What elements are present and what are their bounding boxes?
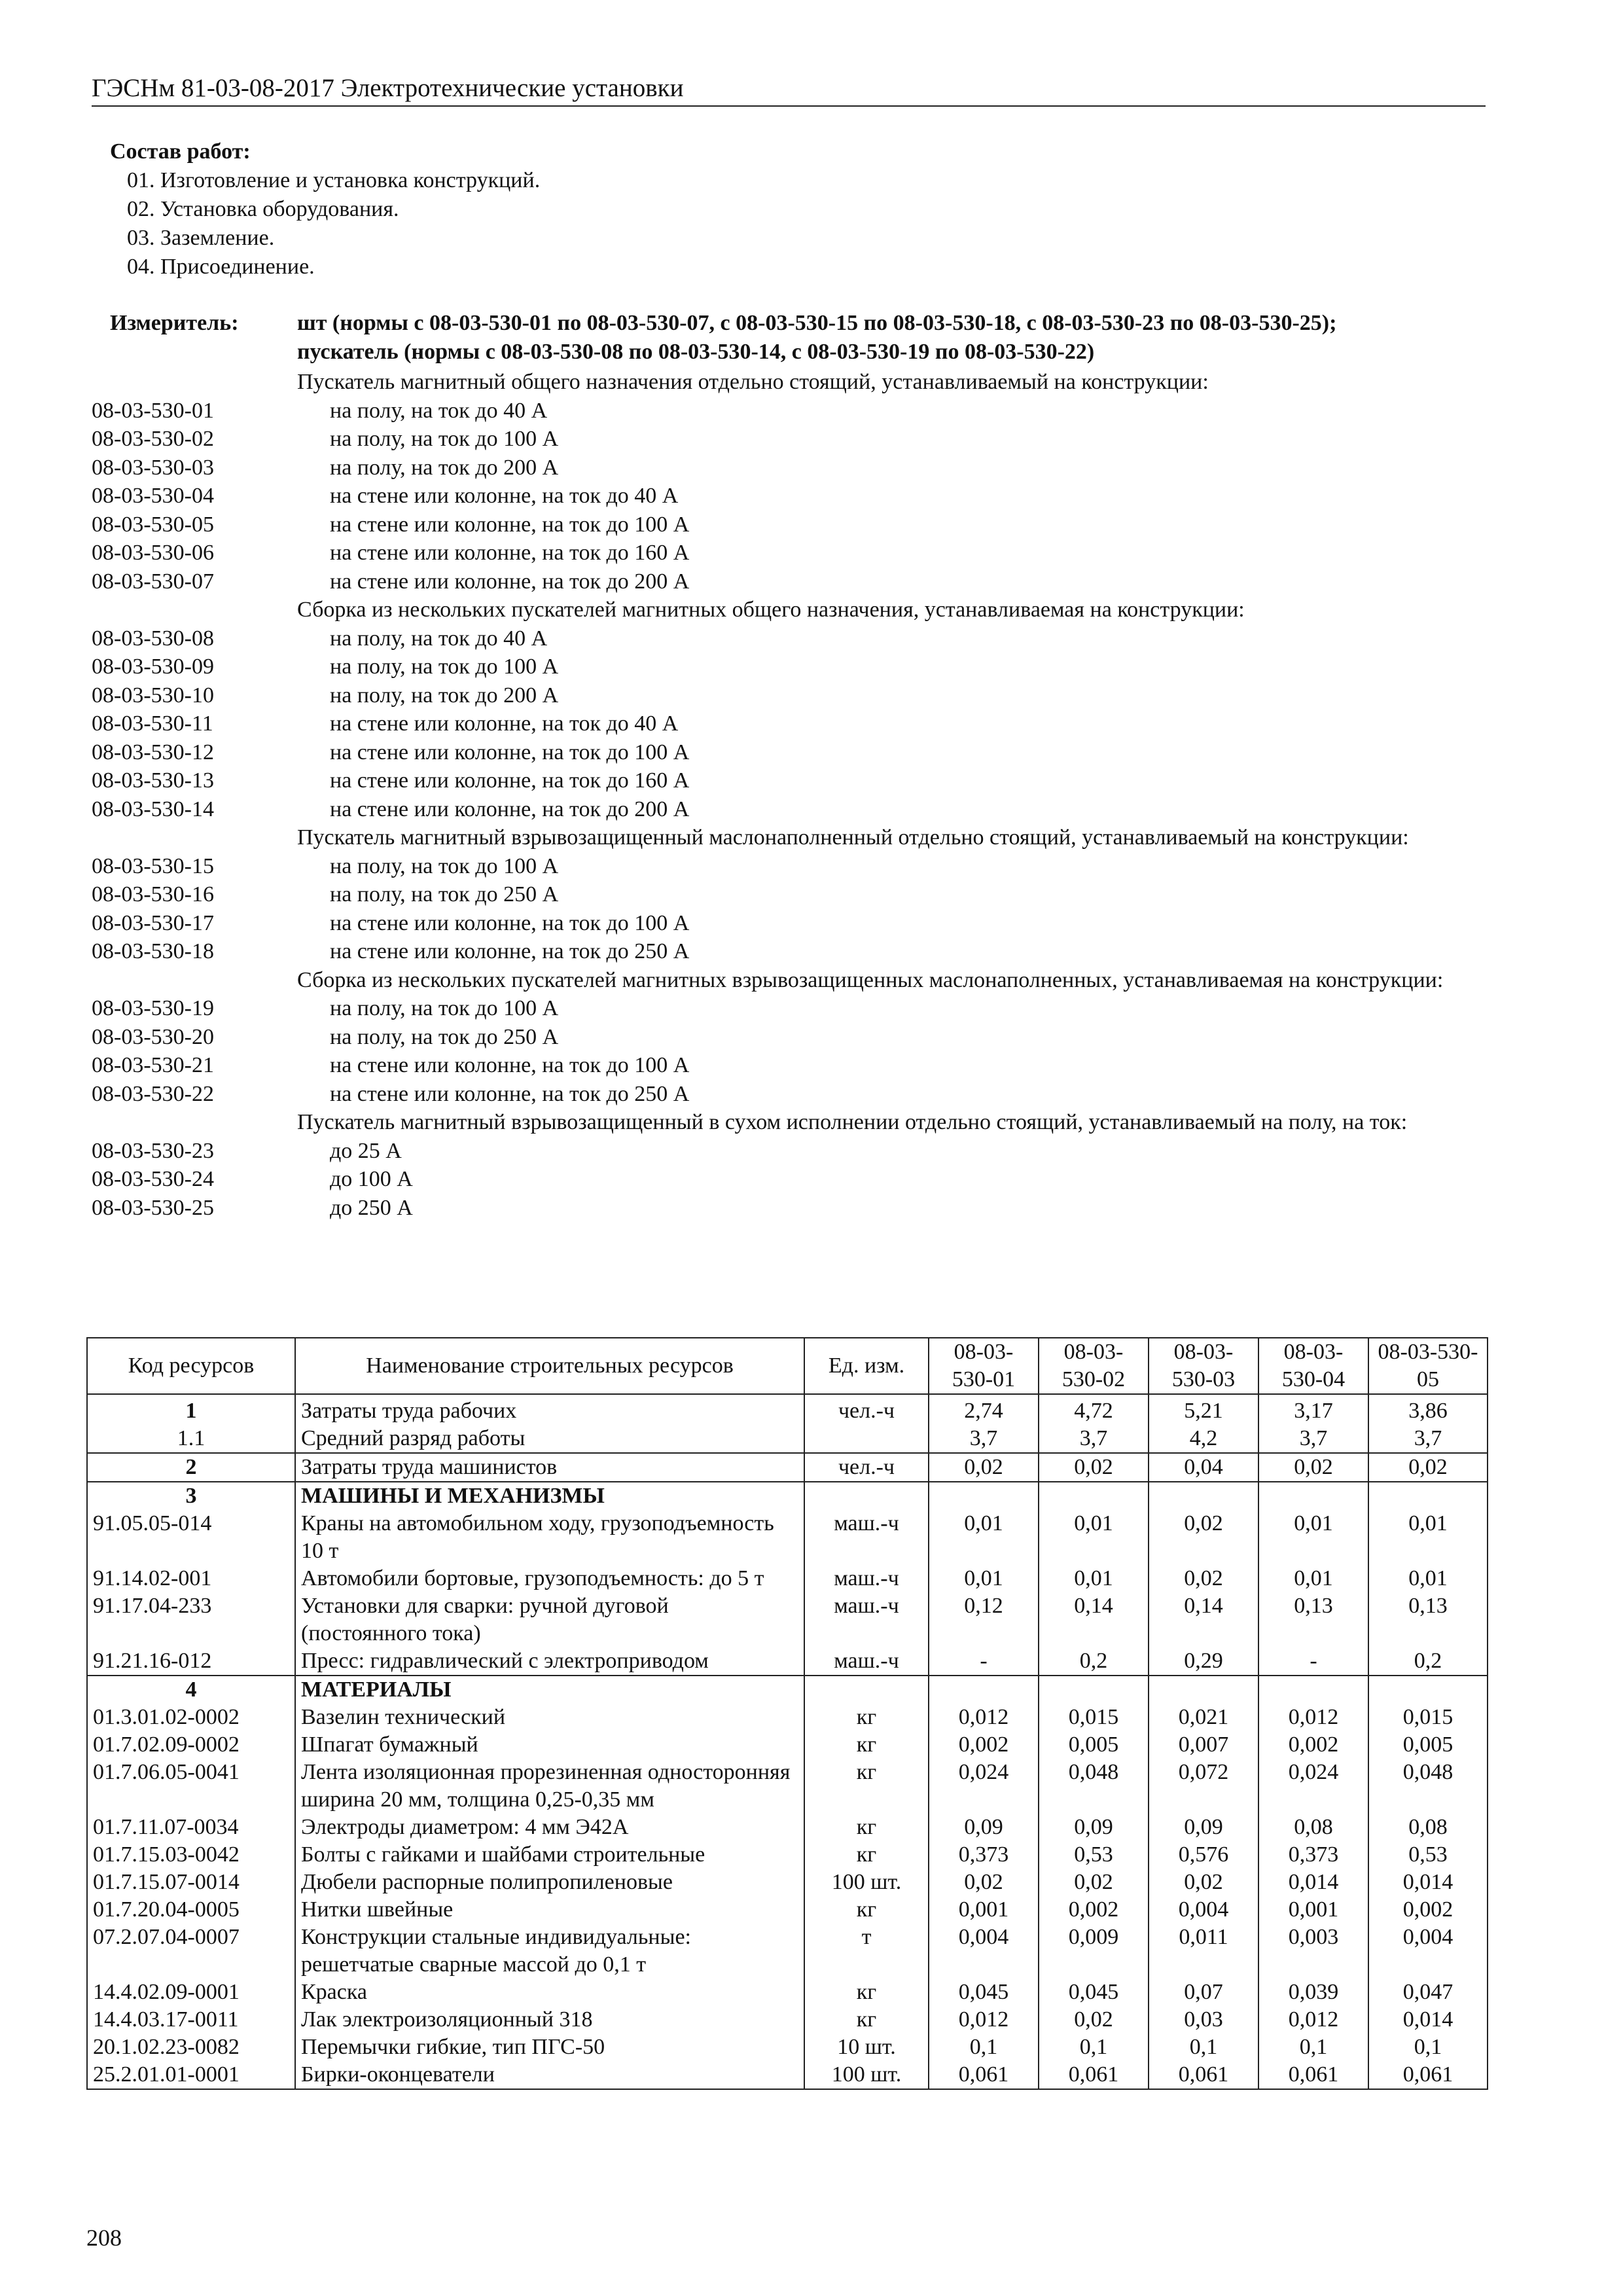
norm-item [92, 1194, 1492, 1223]
norm-code: 08-03-530-08 [92, 626, 214, 651]
resource-code: 25.2.01.01-0001 [87, 2061, 295, 2089]
resource-unit: маш.-ч [804, 1647, 929, 1676]
resource-value: 0,373 [929, 1841, 1039, 1869]
norm-description: на стене или колонне, на ток до 100 А [330, 512, 690, 537]
resource-value: 0,01 [1258, 1510, 1368, 1565]
resource-code: 3 [87, 1482, 295, 1510]
resource-value: 0,061 [929, 2061, 1039, 2089]
norm-group-heading [92, 596, 1492, 624]
norm-code: 08-03-530-07 [92, 569, 214, 594]
resource-value: 0,045 [1039, 1979, 1149, 2006]
resource-code: 91.14.02-001 [87, 1565, 295, 1592]
resource-value: 0,072 [1149, 1759, 1258, 1814]
resource-unit: кг [804, 1896, 929, 1924]
resource-value: 0,021 [1149, 1704, 1258, 1731]
norm-item [92, 709, 1492, 738]
table-row [87, 1979, 1488, 2006]
resource-unit: чел.-ч [804, 1453, 929, 1482]
norm-item [92, 909, 1492, 938]
table-row [87, 1510, 1488, 1565]
resource-unit: чел.-ч [804, 1394, 929, 1425]
resource-value: 0,2 [1039, 1647, 1149, 1676]
resource-name: Шпагат бумажный [295, 1731, 804, 1759]
norm-description: на полу, на ток до 100 А [330, 996, 559, 1020]
composition-item: 04. Присоединение. [127, 255, 315, 279]
resource-code: 91.17.04-233 [87, 1592, 295, 1647]
resource-value: 4,72 [1039, 1394, 1149, 1425]
resource-value: 0,024 [929, 1759, 1039, 1814]
norm-description: на полу, на ток до 40 А [330, 626, 548, 651]
resource-value: 0,01 [1039, 1510, 1149, 1565]
norm-description: до 100 А [330, 1167, 413, 1191]
norm-description: на стене или колонне, на ток до 160 А [330, 541, 690, 565]
resource-value [1149, 1676, 1258, 1704]
resource-code: 1.1 [87, 1425, 295, 1453]
table-row [87, 1425, 1488, 1453]
norm-item [92, 880, 1492, 909]
resource-name: МАШИНЫ И МЕХАНИЗМЫ [295, 1482, 804, 1510]
norm-group-heading [92, 823, 1492, 852]
norm-item [92, 511, 1492, 539]
resource-code: 91.21.16-012 [87, 1647, 295, 1676]
resource-value: 0,1 [1258, 2034, 1368, 2061]
page-number: 208 [86, 2225, 122, 2251]
table-row [87, 1731, 1488, 1759]
composition-item: 01. Изготовление и установка конструкций. [127, 168, 541, 192]
resource-unit: кг [804, 1841, 929, 1869]
composition-item: 02. Установка оборудования. [127, 197, 399, 221]
table-row [87, 1482, 1488, 1510]
resource-name: Дюбели распорные полипропиленовые [295, 1869, 804, 1896]
resource-value: 0,061 [1258, 2061, 1368, 2089]
resource-value: 0,2 [1368, 1647, 1488, 1676]
resource-unit: маш.-ч [804, 1565, 929, 1592]
resource-name: Автомобили бортовые, грузоподъемность: до 5 т [295, 1565, 804, 1592]
resource-value: 5,21 [1149, 1394, 1258, 1425]
resource-value: 0,576 [1149, 1841, 1258, 1869]
norm-code: 08-03-530-15 [92, 853, 214, 878]
resource-unit: кг [804, 1814, 929, 1841]
resource-value: 3,7 [1368, 1425, 1488, 1453]
norm-description: на стене или колонне, на ток до 100 А [330, 740, 690, 764]
resource-value: 0,002 [1368, 1896, 1488, 1924]
norm-item [92, 567, 1492, 596]
norm-item [92, 795, 1492, 824]
resource-unit: кг [804, 1704, 929, 1731]
resource-value: 0,061 [1039, 2061, 1149, 2089]
resource-code: 14.4.03.17-0011 [87, 2006, 295, 2034]
table-row [87, 1647, 1488, 1676]
norm-description: на стене или колонне, на ток до 100 А [330, 1053, 690, 1077]
resource-value: 0,012 [929, 2006, 1039, 2034]
resource-unit: маш.-ч [804, 1592, 929, 1647]
norm-item [92, 1080, 1492, 1109]
resource-name: Нитки швейные [295, 1896, 804, 1924]
norm-description: на полу, на ток до 200 А [330, 455, 559, 480]
resource-value: 0,1 [1149, 2034, 1258, 2061]
norm-item [92, 1051, 1492, 1080]
resource-value: 3,7 [1039, 1425, 1149, 1453]
document-title: ГЭСНм 81-03-08-2017 Электротехнические установки [92, 74, 684, 102]
resource-name: Вазелин технический [295, 1704, 804, 1731]
norm-description: на полу, на ток до 100 А [330, 853, 559, 878]
resource-code: 1 [87, 1394, 295, 1425]
norm-description: на полу, на ток до 40 А [330, 398, 548, 423]
resource-code: 01.7.20.04-0005 [87, 1896, 295, 1924]
norm-description: на стене или колонне, на ток до 200 А [330, 569, 690, 594]
table-row [87, 1841, 1488, 1869]
norm-group-heading [92, 368, 1492, 397]
resource-value: 0,12 [929, 1592, 1039, 1647]
resource-value: 0,004 [929, 1924, 1039, 1979]
resource-code: 01.7.15.03-0042 [87, 1841, 295, 1869]
resource-name: Установки для сварки: ручной дуговой (постоянного тока) [295, 1592, 804, 1647]
resource-value: 0,061 [1149, 2061, 1258, 2089]
resource-value: 0,003 [1258, 1924, 1368, 1979]
norm-group-heading-text: Пускатель магнитный общего назначения отдельно стоящий, устанавливаемый на конструкции: [297, 370, 1209, 394]
norm-item [92, 766, 1492, 795]
norm-item [92, 454, 1492, 482]
resource-name: Лента изоляционная прорезиненная односторонняя ширина 20 мм, толщина 0,25-0,35 мм [295, 1759, 804, 1814]
norm-group-heading-text: Пускатель магнитный взрывозащищенный в сухом исполнении отдельно стоящий, устанавливаемый на полу, на ток: [297, 1110, 1408, 1134]
resource-value: 0,13 [1368, 1592, 1488, 1647]
norm-code: 08-03-530-01 [92, 398, 214, 423]
resource-value [1149, 1482, 1258, 1510]
resource-value: 0,09 [929, 1814, 1039, 1841]
resource-name: Бирки-оконцеватели [295, 2061, 804, 2089]
resource-value: 0,02 [1039, 1869, 1149, 1896]
resource-unit: 100 шт. [804, 1869, 929, 1896]
norm-item [92, 681, 1492, 710]
resource-unit: кг [804, 1759, 929, 1814]
resource-value: 2,74 [929, 1394, 1039, 1425]
resource-value: 0,07 [1149, 1979, 1258, 2006]
norm-code: 08-03-530-10 [92, 683, 214, 708]
resource-value: 0,03 [1149, 2006, 1258, 2034]
norm-code: 08-03-530-17 [92, 910, 214, 935]
resource-value: 0,02 [1149, 1869, 1258, 1896]
resource-name: Пресс: гидравлический с электроприводом [295, 1647, 804, 1676]
resource-value: 0,007 [1149, 1731, 1258, 1759]
norm-description: на стене или колонне, на ток до 250 А [330, 1081, 690, 1106]
resource-value: 0,02 [929, 1869, 1039, 1896]
resource-code: 01.7.06.05-0041 [87, 1759, 295, 1814]
resource-value [1039, 1676, 1149, 1704]
resource-value: 0,13 [1258, 1592, 1368, 1647]
norm-description: на полу, на ток до 250 А [330, 1024, 559, 1049]
resource-value: 0,011 [1149, 1924, 1258, 1979]
resource-value: 0,1 [929, 2034, 1039, 2061]
resource-name: Краны на автомобильном ходу, грузоподъемность 10 т [295, 1510, 804, 1565]
resource-value: 0,002 [929, 1731, 1039, 1759]
resource-value [1258, 1482, 1368, 1510]
table-row [87, 1869, 1488, 1896]
resource-code: 20.1.02.23-0082 [87, 2034, 295, 2061]
resources-table [86, 1337, 1488, 2090]
resource-unit: 10 шт. [804, 2034, 929, 2061]
resource-unit [804, 1676, 929, 1704]
resource-code: 07.2.07.04-0007 [87, 1924, 295, 1979]
norm-code: 08-03-530-21 [92, 1053, 214, 1077]
resource-value: 0,047 [1368, 1979, 1488, 2006]
resource-unit [804, 1482, 929, 1510]
resource-value: 0,001 [929, 1896, 1039, 1924]
table-body [87, 1394, 1488, 2089]
resource-value [1368, 1482, 1488, 1510]
resource-value [1368, 1676, 1488, 1704]
norm-description: на полу, на ток до 250 А [330, 882, 559, 906]
resource-value: 0,001 [1258, 1896, 1368, 1924]
header-norm-col: 08-03-530-04 [1258, 1338, 1368, 1394]
resource-code: 2 [87, 1453, 295, 1482]
resource-value: 0,373 [1258, 1841, 1368, 1869]
norm-code: 08-03-530-12 [92, 740, 214, 764]
resource-value: 0,14 [1149, 1592, 1258, 1647]
resource-value: 0,004 [1149, 1896, 1258, 1924]
resource-value: 0,02 [1039, 2006, 1149, 2034]
norm-code: 08-03-530-19 [92, 996, 214, 1020]
resource-name: Болты с гайками и шайбами строительные [295, 1841, 804, 1869]
table-header-row [87, 1338, 1488, 1394]
norm-item [92, 1165, 1492, 1194]
norm-code: 08-03-530-14 [92, 797, 214, 821]
norm-code: 08-03-530-22 [92, 1081, 214, 1106]
resource-unit: т [804, 1924, 929, 1979]
norm-description: на стене или колонне, на ток до 40 А [330, 484, 679, 508]
resource-value: 0,009 [1039, 1924, 1149, 1979]
norm-description: на стене или колонне, на ток до 200 А [330, 797, 690, 821]
resource-value: 0,01 [1258, 1565, 1368, 1592]
resource-value: 0,061 [1368, 2061, 1488, 2089]
header-unit: Ед. изм. [804, 1338, 929, 1394]
resource-value: 0,002 [1039, 1896, 1149, 1924]
resource-code: 01.7.11.07-0034 [87, 1814, 295, 1841]
resource-value: 3,7 [929, 1425, 1039, 1453]
resource-value: 0,012 [929, 1704, 1039, 1731]
table-row [87, 1704, 1488, 1731]
resource-value: 0,048 [1039, 1759, 1149, 1814]
resource-value: 0,08 [1368, 1814, 1488, 1841]
resource-value: 0,02 [1368, 1453, 1488, 1482]
norm-item [92, 653, 1492, 681]
resource-code: 91.05.05-014 [87, 1510, 295, 1565]
norm-code: 08-03-530-02 [92, 427, 214, 451]
norm-group-heading-text: Сборка из нескольких пускателей магнитных взрывозащищенных маслонаполненных, устанавливаемая на конструкции: [297, 967, 1444, 992]
meter-label: Измеритель: [110, 311, 239, 335]
table-row [87, 1592, 1488, 1647]
meter-line: шт (нормы с 08-03-530-01 по 08-03-530-07, с 08-03-530-15 по 08-03-530-18, с 08-03-530-23 по 08-03-530-25); [297, 311, 1337, 335]
norm-item [92, 852, 1492, 881]
norm-code: 08-03-530-16 [92, 882, 214, 906]
resource-name: Электроды диаметром: 4 мм Э42А [295, 1814, 804, 1841]
norm-group-heading [92, 966, 1492, 995]
norm-code: 08-03-530-23 [92, 1138, 214, 1163]
table-row [87, 1453, 1488, 1482]
table-row [87, 1814, 1488, 1841]
norm-item [92, 738, 1492, 767]
norm-description: до 250 А [330, 1195, 413, 1220]
norm-code: 08-03-530-24 [92, 1167, 214, 1191]
composition-item: 03. Заземление. [127, 226, 275, 250]
resource-value: 0,005 [1368, 1731, 1488, 1759]
table-row [87, 2034, 1488, 2061]
resource-value: 0,04 [1149, 1453, 1258, 1482]
norm-item [92, 1023, 1492, 1052]
resource-value: 0,002 [1258, 1731, 1368, 1759]
norm-description: до 25 А [330, 1138, 402, 1163]
norm-item [92, 624, 1492, 653]
resource-value: 0,014 [1258, 1869, 1368, 1896]
norm-description: на стене или колонне, на ток до 250 А [330, 939, 690, 963]
resource-name: Затраты труда машинистов [295, 1453, 804, 1482]
norm-item [92, 1137, 1492, 1166]
resource-unit: кг [804, 2006, 929, 2034]
norm-code: 08-03-530-03 [92, 455, 214, 480]
resource-value: 0,29 [1149, 1647, 1258, 1676]
norm-description: на полу, на ток до 100 А [330, 427, 559, 451]
header-norm-col: 08-03-530-01 [929, 1338, 1039, 1394]
resource-value: 3,17 [1258, 1394, 1368, 1425]
norm-item [92, 539, 1492, 567]
resource-value: - [929, 1647, 1039, 1676]
norm-item [92, 397, 1492, 425]
resource-value [1039, 1482, 1149, 1510]
resource-value: 0,005 [1039, 1731, 1149, 1759]
table-row [87, 1394, 1488, 1425]
norm-description: на стене или колонне, на ток до 160 А [330, 768, 690, 793]
resource-value: - [1258, 1647, 1368, 1676]
norm-group-heading-text: Сборка из нескольких пускателей магнитных общего назначения, устанавливаемая на конструкции: [297, 598, 1245, 622]
resource-value: 0,1 [1368, 2034, 1488, 2061]
resource-value [929, 1482, 1039, 1510]
header-norm-col: 08-03-530-03 [1149, 1338, 1258, 1394]
resource-name: Конструкции стальные индивидуальные: решетчатые сварные массой до 0,1 т [295, 1924, 804, 1979]
norms-list [92, 368, 1492, 1222]
header-code: Код ресурсов [87, 1338, 295, 1394]
norm-code: 08-03-530-04 [92, 484, 214, 508]
resource-value: 0,045 [929, 1979, 1039, 2006]
resource-name: Краска [295, 1979, 804, 2006]
resource-unit [804, 1425, 929, 1453]
resource-value: 0,048 [1368, 1759, 1488, 1814]
norm-code: 08-03-530-11 [92, 711, 213, 736]
norm-description: на полу, на ток до 100 А [330, 655, 559, 679]
norm-item [92, 425, 1492, 454]
resource-value: 0,014 [1368, 2006, 1488, 2034]
resource-value: 0,53 [1039, 1841, 1149, 1869]
page-header [92, 73, 1486, 107]
resource-value [929, 1676, 1039, 1704]
resource-code: 14.4.02.09-0001 [87, 1979, 295, 2006]
header-name: Наименование строительных ресурсов [295, 1338, 804, 1394]
table-row [87, 1896, 1488, 1924]
resource-value: 0,01 [929, 1510, 1039, 1565]
norm-item [92, 482, 1492, 511]
resource-value: 0,02 [1149, 1565, 1258, 1592]
resource-value: 0,01 [1039, 1565, 1149, 1592]
resource-name: Затраты труда рабочих [295, 1394, 804, 1425]
norm-code: 08-03-530-06 [92, 541, 214, 565]
resource-value: 0,015 [1039, 1704, 1149, 1731]
norm-description: на стене или колонне, на ток до 40 А [330, 711, 679, 736]
resource-code: 01.7.15.07-0014 [87, 1869, 295, 1896]
resource-name: Перемычки гибкие, тип ПГС-50 [295, 2034, 804, 2061]
table-row [87, 2061, 1488, 2089]
resource-value: 0,01 [929, 1565, 1039, 1592]
resource-value: 0,015 [1368, 1704, 1488, 1731]
table-row [87, 1759, 1488, 1814]
norm-description: на полу, на ток до 200 А [330, 683, 559, 708]
resource-code: 01.7.02.09-0002 [87, 1731, 295, 1759]
resource-unit: кг [804, 1979, 929, 2006]
meter-line: пускатель (нормы с 08-03-530-08 по 08-03-530-14, с 08-03-530-19 по 08-03-530-22) [297, 340, 1095, 364]
norm-code: 08-03-530-20 [92, 1024, 214, 1049]
composition-title: Состав работ: [110, 139, 251, 164]
resource-unit: 100 шт. [804, 2061, 929, 2089]
resource-value: 0,1 [1039, 2034, 1149, 2061]
header-norm-col: 08-03-530-02 [1039, 1338, 1149, 1394]
table-row [87, 1676, 1488, 1704]
resource-unit: маш.-ч [804, 1510, 929, 1565]
resource-value: 0,024 [1258, 1759, 1368, 1814]
resource-name: МАТЕРИАЛЫ [295, 1676, 804, 1704]
resource-value: 0,012 [1258, 2006, 1368, 2034]
norm-code: 08-03-530-13 [92, 768, 214, 793]
resource-value: 0,004 [1368, 1924, 1488, 1979]
resource-value: 0,02 [1258, 1453, 1368, 1482]
resource-value: 0,012 [1258, 1704, 1368, 1731]
resource-value: 0,014 [1368, 1869, 1488, 1896]
norm-description: на стене или колонне, на ток до 100 А [330, 910, 690, 935]
resource-value: 0,02 [1149, 1510, 1258, 1565]
resource-code: 4 [87, 1676, 295, 1704]
header-norm-col: 08-03-530-05 [1368, 1338, 1488, 1394]
resource-value: 3,7 [1258, 1425, 1368, 1453]
norm-code: 08-03-530-09 [92, 655, 214, 679]
resource-code: 01.3.01.02-0002 [87, 1704, 295, 1731]
table-row [87, 1565, 1488, 1592]
resource-name: Лак электроизоляционный 318 [295, 2006, 804, 2034]
resource-value: 0,039 [1258, 1979, 1368, 2006]
norm-item [92, 937, 1492, 966]
norm-code: 08-03-530-05 [92, 512, 214, 537]
norm-code: 08-03-530-18 [92, 939, 214, 963]
resource-value: 0,09 [1149, 1814, 1258, 1841]
norm-code: 08-03-530-25 [92, 1195, 214, 1220]
resource-value: 0,01 [1368, 1565, 1488, 1592]
norm-group-heading-text: Пускатель магнитный взрывозащищенный маслонаполненный отдельно стоящий, устанавливаемый на конструкции: [297, 825, 1409, 850]
table-row [87, 1924, 1488, 1979]
resource-name: Средний разряд работы [295, 1425, 804, 1453]
resource-unit: кг [804, 1731, 929, 1759]
resource-value: 0,01 [1368, 1510, 1488, 1565]
resource-value: 0,09 [1039, 1814, 1149, 1841]
meter-text [297, 309, 1541, 367]
resource-value: 0,02 [929, 1453, 1039, 1482]
norm-item [92, 994, 1492, 1023]
resource-value: 0,08 [1258, 1814, 1368, 1841]
norm-group-heading [92, 1108, 1492, 1137]
resource-value: 0,53 [1368, 1841, 1488, 1869]
resource-value: 4,2 [1149, 1425, 1258, 1453]
resource-value [1258, 1676, 1368, 1704]
table-row [87, 2006, 1488, 2034]
resource-value: 0,14 [1039, 1592, 1149, 1647]
resource-value: 0,02 [1039, 1453, 1149, 1482]
work-composition [110, 137, 540, 281]
resource-value: 3,86 [1368, 1394, 1488, 1425]
